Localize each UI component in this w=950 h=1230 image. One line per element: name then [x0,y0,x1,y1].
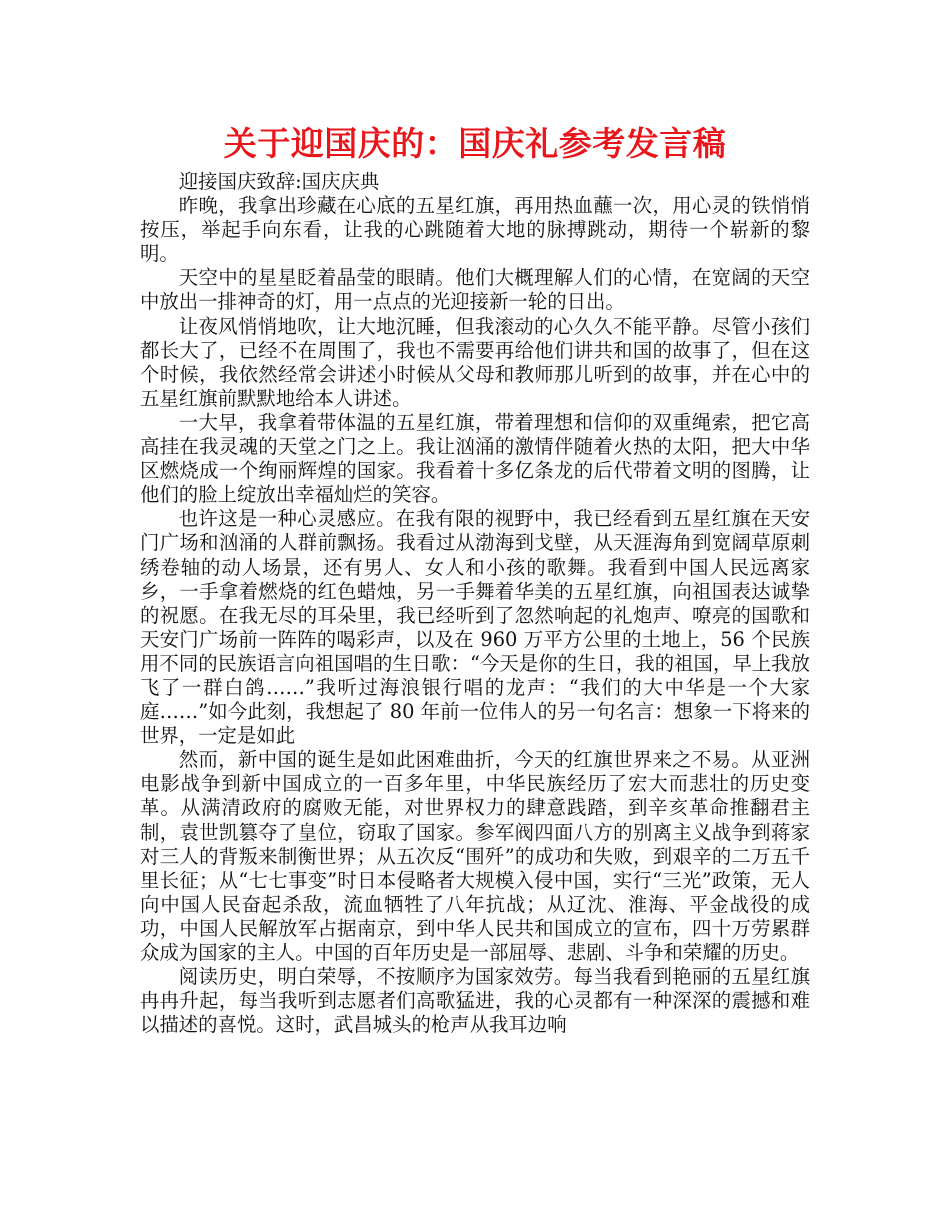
document-page [140,118,810,1037]
paragraph-subtitle: 迎接国庆致辞:国庆庆典 [178,170,380,193]
paragraph: 然而，新中国的诞生是如此困难曲折，今天的红旗世界来之不易。从亚洲电影战争到新中国成立的一百多年里，中华民族经历了宏大而悲壮的历史变革。从满清政府的腐败无能，对世界权力的肆意践踏，到辛亥革命推翻君主制，袁世凯篡夺了皇位，窃取了国家。参军阀四面八方的别离主义战争到蒋家对三人的背叛来制衡世界；从五次反“围歼”的成功和失败，到艰辛的二万五千里长征；从“七七事变”时日本侵略者大规模入侵中国，实行“三光”政策，无人向中国人民奋起杀敌，流血牺牲了八年抗战；从辽沈、淮海、平金战役的成功，中国人民解放军占据南京，到中华人民共和国成立的宣布，四十万劳累群众成为国家的主人。中国的百年历史是一部屈辱、悲剧、斗争和荣耀的历史。 [140,748,810,964]
paragraph: 天空中的星星眨着晶莹的眼睛。他们大概理解人们的心情，在宽阔的天空中放出一排神奇的灯，用一点点的光迎接新一轮的日出。 [140,266,810,314]
paragraph: 阅读历史，明白荣辱，不按顺序为国家效劳。每当我看到艳丽的五星红旗冉冉升起，每当我听到志愿者们高歌猛进，我的心灵都有一种深深的震撼和难以描述的喜悦。这时，武昌城头的枪声从我耳边响 [140,965,810,1037]
paragraph: 让夜风悄悄地吹，让大地沉睡，但我滚动的心久久不能平静。尽管小孩们都长大了，已经不在周围了，我也不需要再给他们讲共和国的故事了，但在这个时候，我依然经常会讲述小时候从父母和教师那儿听到的故事，并在心中的五星红旗前默默地给本人讲述。 [140,314,810,410]
paragraph: 也许这是一种心灵感应。在我有限的视野中，我已经看到五星红旗在天安门广场和汹涌的人群前飘扬。我看过从渤海到戈壁，从天涯海角到宽阔草原刺绣卷轴的动人场景，还有男人、女人和小孩的歌舞。我看到中国人民远离家乡，一手拿着燃烧的红色蜡烛，另一手舞着华美的五星红旗，向祖国表达诚挚的祝愿。在我无尽的耳朵里，我已经听到了忽然响起的礼炮声、嘹亮的国歌和天安门广场前一阵阵的喝彩声，以及在 960 万平方公里的土地上，56 个民族用不同的民族语言向祖国唱的生日歌：“今天是你的生日，我的祖国，早上我放飞了一群白鸽……”我听过海浪银行唱的龙声：“我们的大中华是一个大家庭……”如今此刻，我想起了 80 年前一位伟人的另一句名言：想象一下将来的世界，一定是如此 [140,507,810,748]
document-title: 关于迎国庆的：国庆礼参考发言稿 [223,124,727,163]
paragraph: 一大早，我拿着带体温的五星红旗，带着理想和信仰的双重绳索，把它高高挂在我灵魂的天堂之门之上。我让汹涌的激情伴随着火热的太阳，把大中华区燃烧成一个绚丽辉煌的国家。我看着十多亿条龙的后代带着文明的图腾，让他们的脸上绽放出幸福灿烂的笑容。 [140,410,810,507]
document-body [140,170,810,1037]
paragraph: 昨晚，我拿出珍藏在心底的五星红旗，再用热血蘸一次，用心灵的铁悄悄按压，举起手向东看，让我的心跳随着大地的脉搏跳动，期待一个崭新的黎明。 [140,194,810,266]
